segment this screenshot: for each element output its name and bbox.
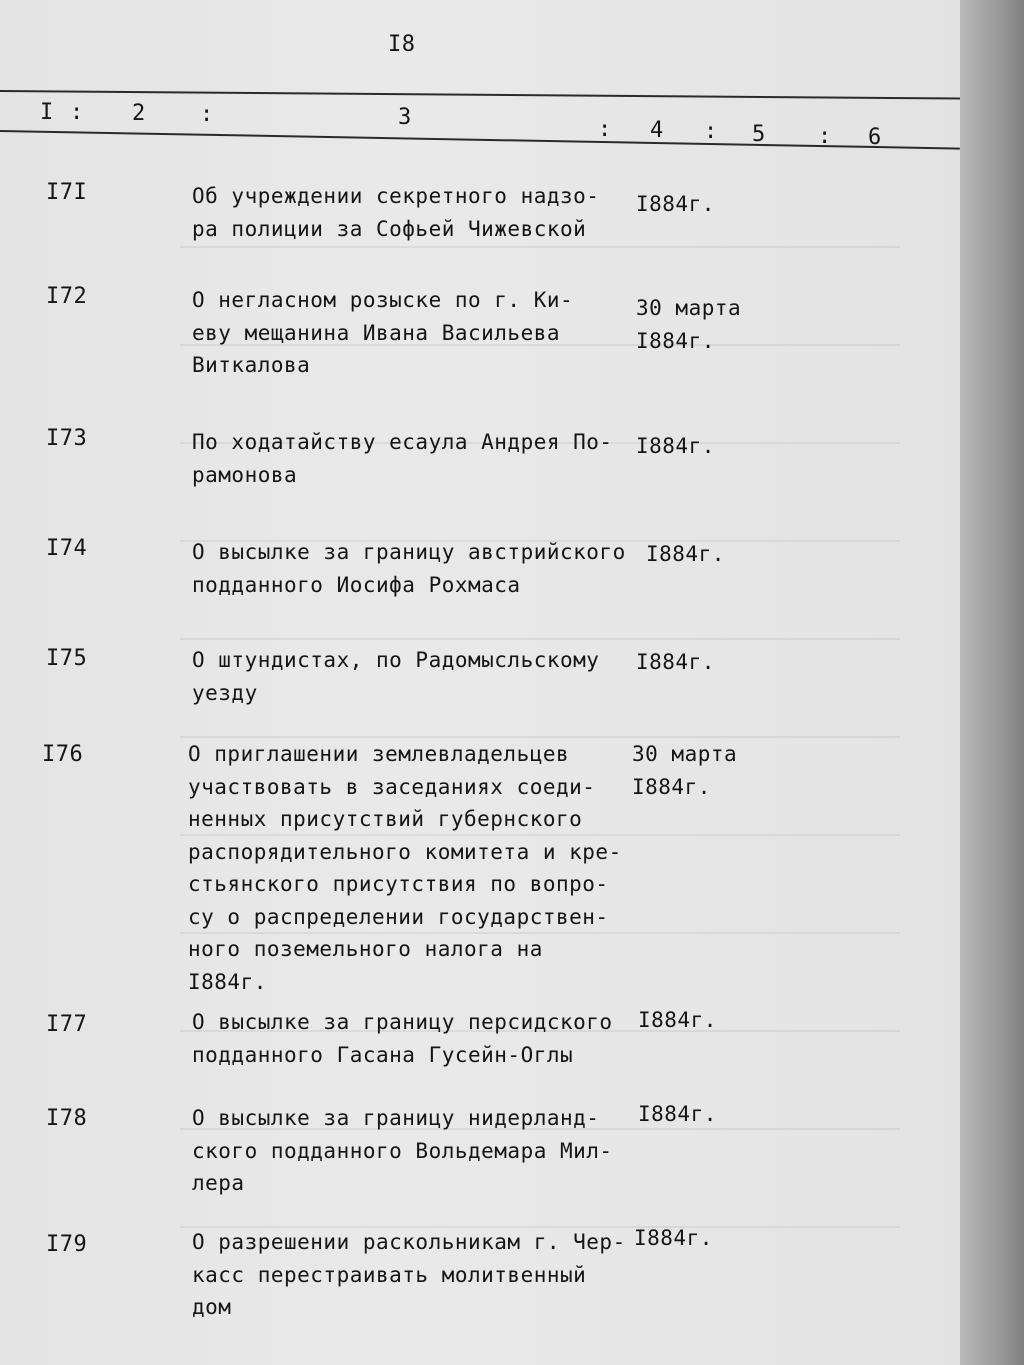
row-number: I7I	[46, 180, 88, 205]
row-date: I884г.	[636, 192, 715, 216]
row-date: I884г.	[638, 1102, 717, 1126]
row-title: О высылке за границу персидского подданного Гасана Гусейн-Оглы	[192, 1010, 613, 1067]
row-number: I79	[46, 1232, 88, 1257]
column-header-6: 6	[868, 125, 882, 150]
row-date: I884г.	[646, 542, 725, 566]
row-number: I75	[46, 646, 88, 671]
row-date: 30 марта I884г.	[636, 296, 742, 353]
header-rule-bottom	[0, 130, 960, 150]
column-separator: :	[818, 124, 832, 149]
row-title: По ходатайству есаула Андрея По- рамонова	[192, 430, 613, 487]
row-number: I73	[46, 426, 88, 451]
row-title: О приглашении землевладельцев участвовать в заседаниях соеди- ненных присутствий губернского распорядительного комитета и кре- стьянского присутствия по вопро- су о распределении государствен- ного поземельного налога на I884г.	[188, 742, 622, 994]
row-date: 30 марта I884г.	[632, 742, 738, 799]
row-title: Об учреждении секретного надзо- ра полиции за Софьей Чижевской	[192, 184, 600, 241]
row-number: I72	[46, 284, 88, 309]
column-separator: :	[200, 102, 214, 127]
row-date: I884г.	[636, 434, 715, 458]
row-title: О штундистах, по Радомысльскому уезду	[192, 648, 600, 705]
column-header-5: 5	[752, 122, 766, 147]
row-title: О негласном розыске по г. Ки- еву мещанина Ивана Васильева Виткалова	[192, 288, 574, 377]
row-number: I77	[46, 1012, 88, 1037]
row-number: I78	[46, 1106, 88, 1131]
row-number: I76	[42, 742, 84, 767]
page-number: I8	[388, 32, 416, 57]
column-separator: :	[70, 100, 84, 125]
row-title: О высылке за границу нидерланд- ского подданного Вольдемара Мил- лера	[192, 1106, 613, 1195]
column-header-1: I	[40, 100, 54, 125]
header-rule-top	[0, 90, 960, 100]
column-header-3: 3	[398, 105, 412, 130]
column-header-4: 4	[650, 118, 664, 143]
page-edge-shadow	[960, 0, 1024, 1365]
column-separator: :	[598, 117, 612, 142]
row-date: I884г.	[636, 650, 715, 674]
row-date: I884г.	[634, 1226, 713, 1250]
row-title: О разрешении раскольникам г. Чер- касс перестраивать молитвенный дом	[192, 1230, 626, 1319]
row-title: О высылке за границу австрийского подданного Иосифа Рохмаса	[192, 540, 626, 597]
column-separator: :	[704, 119, 718, 144]
row-date: I884г.	[638, 1008, 717, 1032]
row-number: I74	[46, 536, 88, 561]
column-header-2: 2	[132, 101, 146, 126]
